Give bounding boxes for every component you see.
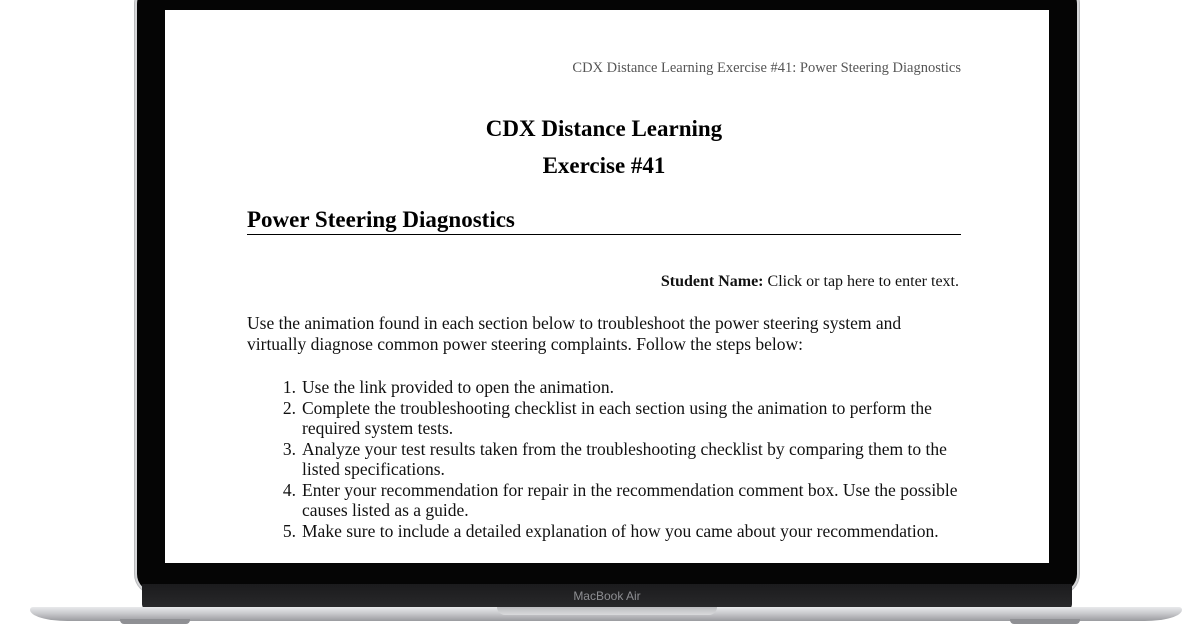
student-name-field[interactable]: Click or tap here to enter text. bbox=[767, 273, 959, 290]
list-item bbox=[282, 377, 962, 398]
list-item-number: 2. bbox=[282, 397, 296, 418]
list-item-text: Use the link provided to open the animation. bbox=[302, 377, 615, 397]
screen bbox=[165, 10, 1049, 563]
list-item-text: Complete the troubleshooting checklist in each section using the animation to perform the required system tests. bbox=[302, 397, 932, 438]
student-name-line bbox=[661, 273, 959, 291]
list-item-text: Enter your recommendation for repair in the recommendation comment box. Use the possible causes listed as a guide. bbox=[302, 479, 958, 520]
student-name-label: Student Name: bbox=[660, 273, 764, 290]
steps-list bbox=[282, 377, 962, 541]
list-item-number: 1. bbox=[282, 377, 296, 397]
list-item-number: 4. bbox=[282, 479, 296, 500]
list-item bbox=[282, 397, 962, 439]
list-item-text: Make sure to include a detailed explanation of how you came about your recommendation. bbox=[302, 520, 939, 541]
laptop-foot-right bbox=[1010, 619, 1080, 624]
list-item-number: 5. bbox=[282, 520, 296, 541]
document-subtitle: Exercise #41 bbox=[542, 153, 666, 178]
running-header: CDX Distance Learning Exercise #41: Power Steering Diagnostics bbox=[572, 60, 961, 76]
laptop-foot-left bbox=[120, 619, 190, 624]
device-label: MacBook Air bbox=[573, 589, 641, 603]
document-title: CDX Distance Learning bbox=[485, 116, 723, 141]
list-item-number: 3. bbox=[282, 438, 296, 459]
list-item bbox=[282, 438, 962, 480]
list-item bbox=[282, 479, 962, 521]
section-heading: Power Steering Diagnostics bbox=[247, 207, 961, 235]
intro-paragraph: Use the animation found in each section below to troubleshoot the power steering system and virtually diagnose common power steering complaints. Follow the steps below: bbox=[247, 313, 902, 354]
laptop-notch bbox=[497, 607, 717, 615]
list-item-text: Analyze your test results taken from the troubleshooting checklist by comparing them to the listed specifications. bbox=[302, 438, 947, 479]
list-item bbox=[282, 520, 962, 542]
